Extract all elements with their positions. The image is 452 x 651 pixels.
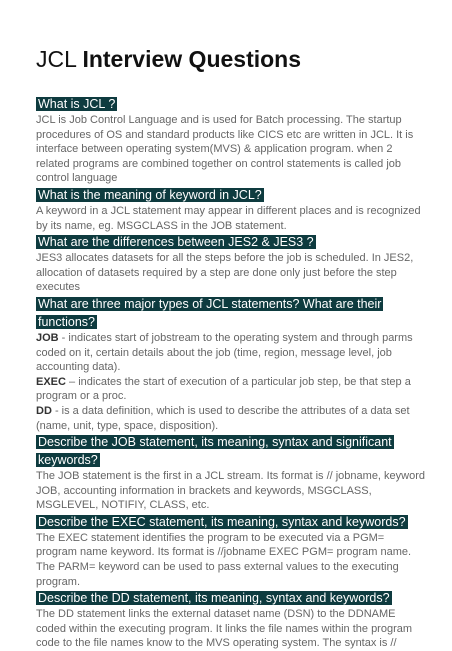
answer-4-job — [36, 331, 426, 375]
question-7 — [36, 589, 426, 607]
page-title-light: JCL — [36, 46, 77, 72]
answer-2: A keyword in a JCL statement may appear in different places and is recognized by its name, eg. MSGCLASS in the JOB statement. — [36, 204, 421, 232]
answer-4-exec-term: EXEC — [36, 375, 66, 388]
question-1 — [36, 95, 426, 113]
answer-4-dd-term: DD — [36, 404, 52, 417]
question-6 — [36, 513, 426, 531]
question-5 — [36, 433, 426, 469]
answer-3: JES3 allocates datasets for all the steps before the job is scheduled. In JES2, allocation of datasets required by a step are done only just before the step executes — [36, 252, 414, 294]
answer-7: The DD statement links the external dataset name (DSN) to the DDNAME coded within the executing program. It links the file names within the program code to the file names know to the MVS operating system. The syntax is // — [36, 608, 413, 650]
question-4 — [36, 295, 426, 331]
answer-4-dd-text: - is a data definition, which is used to describe the attributes of a data set (name, unit, type, space, disposition). — [36, 404, 410, 432]
answer-4-exec-text: – indicates the start of execution of a particular job step, be that step a program or a proc. — [36, 375, 411, 403]
question-3 — [36, 233, 426, 251]
page-title — [36, 44, 301, 74]
question-7-text: Describe the DD statement, its meaning, syntax and keywords? — [38, 591, 390, 606]
answer-1: JCL is Job Control Language and is used for Batch processing. The startup procedures of OS and standard products like CICS etc are written in JCL. It is interface between operating system(MVS) & application program. when 2 related programs are combined together on control statements is called job control language — [36, 114, 414, 185]
qa-content — [36, 95, 426, 651]
question-2 — [36, 186, 426, 204]
answer-4-dd — [36, 404, 426, 433]
page-title-bold: Interview Questions — [82, 46, 302, 72]
question-6-text: Describe the EXEC statement, its meaning, syntax and keywords? — [38, 514, 406, 529]
question-2-text: What is the meaning of keyword in JCL? — [38, 187, 262, 202]
question-5-text: Describe the JOB statement, its meaning, syntax and significant keywords? — [38, 435, 392, 468]
question-1-text: What is JCL ? — [38, 97, 116, 111]
question-4-text: What are three major types of JCL statements? What are their functions? — [38, 296, 382, 329]
answer-4-job-term: JOB — [36, 331, 59, 344]
answer-5: The JOB statement is the first in a JCL stream. Its format is // jobname, keyword JOB, accounting information in brackets and keywords, MSGCLASS, MSGLEVEL, NOTIFIY, CLASS, etc. — [36, 470, 426, 512]
answer-6: The EXEC statement identifies the program to be executed via a PGM= program name keyword. Its format is //jobname EXEC PGM= program name. The PARM= keyword can be used to pass external values to the executing program. — [36, 531, 412, 588]
question-3-text: What are the differences between JES2 & JES3 ? — [38, 235, 314, 250]
answer-4-exec — [36, 375, 426, 404]
answer-4-job-text: - indicates start of jobstream to the operating system and through parms coded on it, certain details about the job (time, region, message level, job accounting data). — [36, 331, 413, 374]
